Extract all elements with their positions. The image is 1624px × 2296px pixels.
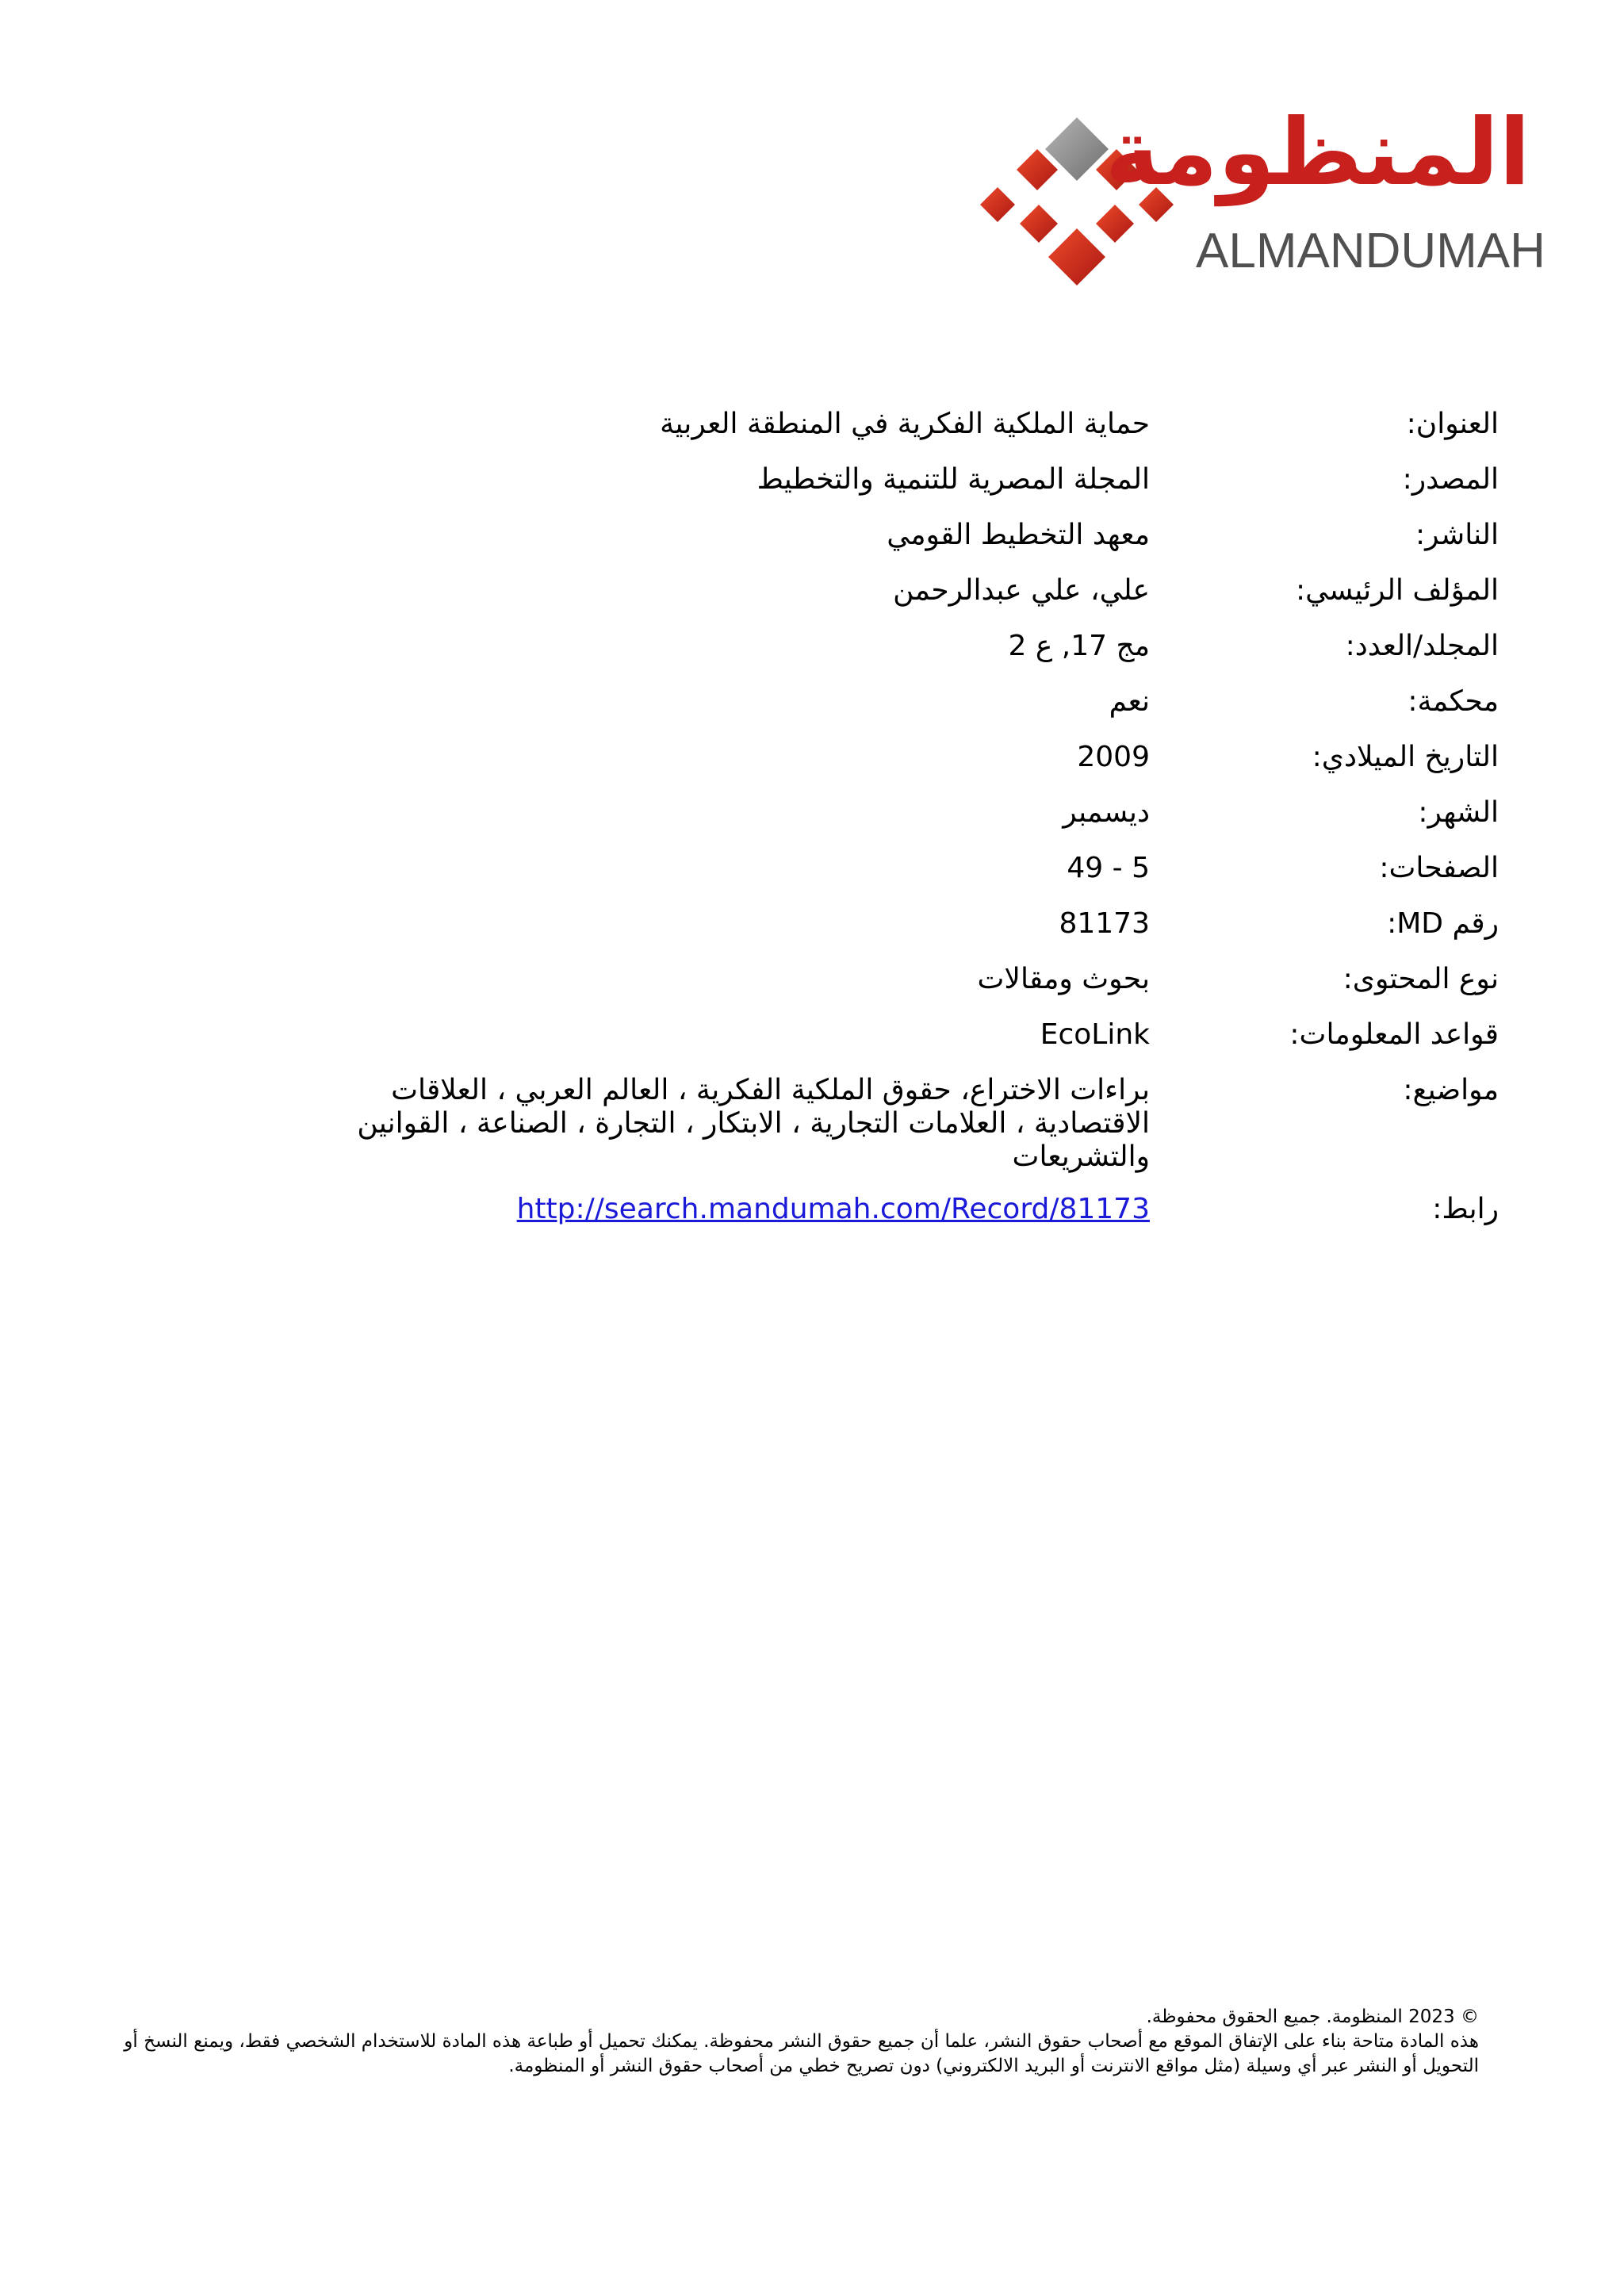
field-row-author — [119, 563, 1499, 619]
field-row-volume-issue — [119, 619, 1499, 674]
field-label: الصفحات: — [1379, 852, 1499, 884]
field-row-publisher — [119, 508, 1499, 563]
field-row-link — [119, 1182, 1499, 1237]
field-label: العنوان: — [1406, 408, 1499, 440]
field-row-md-number — [119, 896, 1499, 952]
record-link[interactable]: http://search.mandumah.com/Record/81173 — [516, 1193, 1150, 1225]
field-row-subjects — [119, 1063, 1499, 1182]
field-value: علي، علي عبدالرحمن — [893, 574, 1150, 607]
field-row-month — [119, 785, 1499, 841]
field-label: الناشر: — [1415, 519, 1499, 551]
copyright-notice: هذه المادة متاحة بناء على الإتفاق الموقع مع أصحاب حقوق النشر، علما أن جميع حقوق النشر محفوظة. يمكنك تحميل أو طباعة هذه المادة للاستخدام الشخصي فقط، ويمنع النسخ أو التحويل أو النشر عبر أي وسيلة (مثل مواقع الانترنت أو البريد الالكتروني) دون تصريح خطي من أصحاب حقوق النشر أو المنظومة. — [124, 2031, 1479, 2076]
field-row-peer-reviewed — [119, 674, 1499, 730]
field-row-source — [119, 452, 1499, 508]
record-metadata — [119, 397, 1499, 1237]
field-row-content-type — [119, 952, 1499, 1007]
field-row-title — [119, 397, 1499, 452]
field-label: مواضيع: — [1403, 1074, 1499, 1106]
field-value: معهد التخطيط القومي — [887, 519, 1150, 551]
field-label: المصدر: — [1402, 463, 1499, 496]
field-value: بحوث ومقالات — [977, 963, 1150, 995]
field-value: مج 17, ع 2 — [1008, 630, 1150, 662]
field-row-databases — [119, 1007, 1499, 1063]
field-value-link — [357, 1182, 1150, 1237]
copyright-line: © 2023 المنظومة. جميع الحقوق محفوظة. — [1146, 2007, 1479, 2027]
field-row-pages — [119, 841, 1499, 896]
field-label: نوع المحتوى: — [1342, 963, 1499, 995]
field-label: قواعد المعلومات: — [1289, 1018, 1499, 1051]
logo-arabic-wordmark: المنظومة — [1105, 99, 1530, 206]
field-value: المجلة المصرية للتنمية والتخطيط — [756, 463, 1150, 496]
field-label: المؤلف الرئيسي: — [1295, 574, 1499, 607]
field-label: محكمة: — [1408, 685, 1499, 718]
field-value: EcoLink — [1040, 1018, 1150, 1051]
field-value: نعم — [1109, 685, 1150, 718]
field-value-subjects: براءات الاختراع، حقوق الملكية الفكرية ، العالم العربي ، العلاقات الاقتصادية ، العلامات التجارية ، الابتكار ، التجارة ، الصناعة ، القوانين والتشريعات — [357, 1074, 1150, 1173]
field-label: رابط: — [1432, 1193, 1499, 1225]
field-label: رقم MD: — [1387, 907, 1499, 940]
field-value: ديسمبر — [1063, 796, 1150, 829]
field-value: حماية الملكية الفكرية في المنطقة العربية — [660, 408, 1150, 440]
copyright-footer — [115, 2005, 1479, 2079]
field-label: التاريخ الميلادي: — [1312, 741, 1499, 773]
field-label: المجلد/العدد: — [1345, 630, 1499, 662]
almandumah-logo — [975, 99, 1545, 286]
field-label: الشهر: — [1418, 796, 1499, 829]
logo-english-wordmark: ALMANDUMAH — [1196, 224, 1545, 278]
field-value: 81173 — [1059, 907, 1150, 940]
field-value: 5 - 49 — [1067, 852, 1150, 884]
field-value: 2009 — [1077, 741, 1150, 773]
field-row-year — [119, 730, 1499, 785]
